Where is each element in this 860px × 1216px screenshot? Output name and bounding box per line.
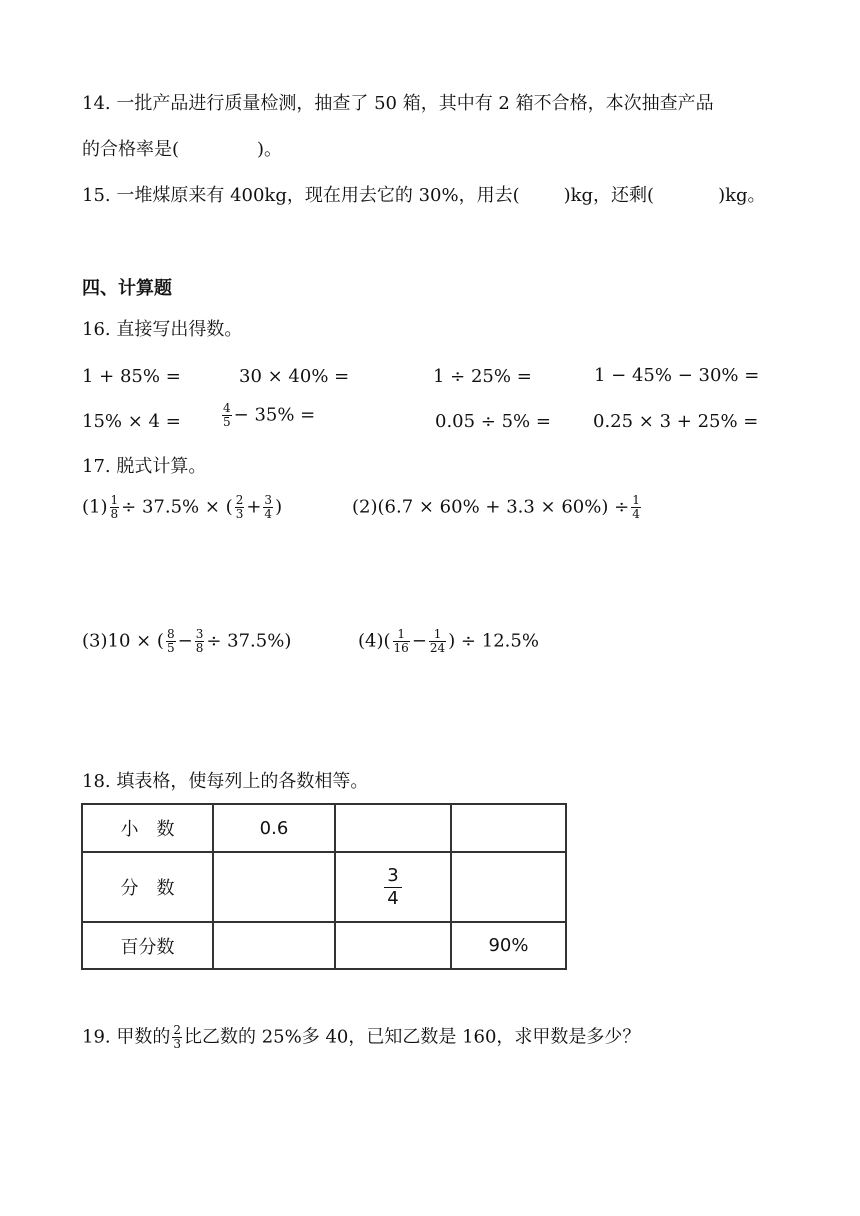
problem-label: (2) — [352, 496, 378, 518]
problem-label: (3) — [82, 630, 108, 652]
plus-sign: + — [246, 496, 262, 518]
denominator: 5 — [223, 415, 231, 429]
denominator: 8 — [110, 507, 119, 521]
numerator: 8 — [166, 627, 175, 641]
q16-item-8: 0.25 × 3 + 25% = — [593, 411, 759, 432]
q16-item-6 — [220, 402, 315, 429]
q16-title: 16. 直接写出得数。 — [82, 319, 243, 340]
fraction — [110, 494, 120, 521]
q16-item-4: 1 − 45% − 30% = — [594, 365, 760, 386]
denominator: 3 — [235, 507, 244, 521]
q14-line1: 14. 一批产品进行质量检测，抽查了 50 箱，其中有 2 箱不合格，本次抽查产品 — [82, 93, 714, 114]
denominator: 4 — [384, 887, 401, 910]
cell-fraction-3[interactable] — [451, 852, 566, 922]
minus-sign: − — [177, 630, 193, 652]
cell-percent-2[interactable] — [335, 922, 451, 969]
table-row — [82, 922, 566, 969]
q14-line2-start: 的合格率是( — [82, 139, 180, 160]
cell-decimal-1: 0.6 — [213, 804, 335, 852]
expression-rest: − 35% = — [233, 404, 316, 426]
fraction — [393, 628, 410, 655]
denominator: 4 — [264, 507, 273, 521]
problem-label: (4) — [358, 630, 384, 652]
expression-part: ) ÷ 12.5% — [448, 630, 539, 652]
q17-problem-3 — [82, 628, 291, 655]
numerator: 1 — [110, 493, 119, 507]
numerator: 2 — [173, 1023, 181, 1037]
q19-rest: 比乙数的 25%多 40，已知乙数是 160，求甲数是多少？ — [184, 1026, 641, 1048]
fraction — [166, 628, 176, 655]
q19-start: 19. 甲数的 — [82, 1026, 171, 1048]
numerator: 3 — [195, 627, 204, 641]
cell-percent-3: 90% — [451, 922, 566, 969]
q15-start: 15. 一堆煤原来有 400kg，现在用去它的 30%，用去( — [82, 185, 520, 206]
q19-line — [82, 1024, 640, 1051]
denominator: 4 — [632, 507, 640, 521]
numerator: 3 — [264, 493, 273, 507]
numerator: 1 — [433, 627, 442, 641]
expression-part: (6.7 × 60% + 3.3 × 60%) ÷ — [377, 496, 630, 518]
q15-end: )kg。 — [718, 185, 766, 206]
expression-part: ( — [383, 630, 391, 652]
cell-decimal-3[interactable] — [451, 804, 566, 852]
denominator: 5 — [166, 641, 175, 655]
cell-fraction-1[interactable] — [213, 852, 335, 922]
denominator: 16 — [393, 641, 409, 655]
numerator: 3 — [387, 864, 399, 886]
q15-line — [82, 184, 766, 208]
numerator: 1 — [397, 627, 405, 641]
fraction — [172, 1024, 182, 1051]
problem-label: (1) — [82, 496, 108, 518]
cell-decimal-2[interactable] — [335, 804, 451, 852]
q15-mid: )kg，还剩( — [563, 185, 655, 206]
fraction — [222, 402, 232, 429]
q16-item-2: 30 × 40% = — [239, 366, 350, 387]
q16-item-5: 15% × 4 = — [82, 411, 181, 432]
q14-line2-end: )。 — [257, 139, 283, 160]
row-label-percent: 百分数 — [82, 922, 213, 969]
numerator: 4 — [223, 401, 231, 415]
q17-title: 17. 脱式计算。 — [82, 456, 207, 477]
expression-part: ÷ 37.5%) — [206, 630, 292, 652]
fraction — [384, 865, 401, 910]
q14-line2 — [82, 138, 282, 162]
fill-table — [81, 803, 567, 970]
q17-problem-4 — [358, 628, 539, 655]
cell-percent-1[interactable] — [213, 922, 335, 969]
table-row — [82, 804, 566, 852]
denominator: 3 — [173, 1037, 181, 1051]
q16-item-7: 0.05 ÷ 5% = — [435, 411, 551, 432]
fraction — [195, 628, 205, 655]
fraction — [429, 628, 446, 655]
q17-problem-1 — [82, 494, 282, 521]
cell-fraction-2 — [335, 852, 451, 922]
fraction — [235, 494, 245, 521]
row-label-decimal: 小 数 — [82, 804, 213, 852]
q17-problem-2 — [352, 494, 643, 521]
section-title: 四、计算题 — [82, 278, 172, 299]
fraction — [631, 494, 641, 521]
fraction — [263, 494, 273, 521]
expression-part: 10 × ( — [107, 630, 164, 652]
q16-item-1: 1 + 85% = — [82, 366, 181, 387]
row-label-fraction: 分 数 — [82, 852, 213, 922]
minus-sign: − — [411, 630, 427, 652]
numerator: 2 — [235, 493, 244, 507]
table-row — [82, 852, 566, 922]
q16-item-3: 1 ÷ 25% = — [433, 366, 532, 387]
denominator: 24 — [429, 641, 446, 655]
expression-part: ) — [275, 496, 283, 518]
denominator: 8 — [195, 641, 204, 655]
numerator: 1 — [632, 493, 640, 507]
q18-title: 18. 填表格，使每列上的各数相等。 — [82, 771, 369, 792]
expression-part: ÷ 37.5% × ( — [121, 496, 233, 518]
